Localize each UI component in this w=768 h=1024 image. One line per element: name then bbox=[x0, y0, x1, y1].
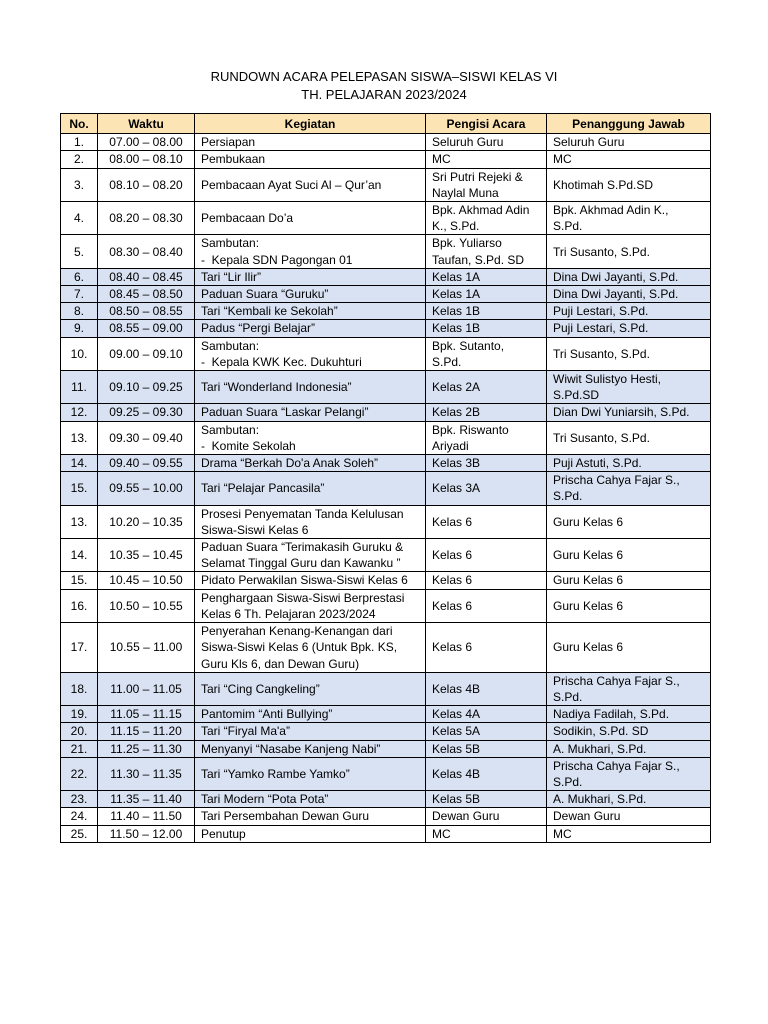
table-row bbox=[61, 151, 711, 168]
cell-waktu: 11.15 – 11.20 bbox=[98, 723, 195, 740]
table-row bbox=[61, 337, 711, 370]
cell-no: 12. bbox=[61, 404, 98, 421]
table-row bbox=[61, 740, 711, 757]
cell-line: Bpk. Akhmad Adin bbox=[432, 203, 530, 218]
cell-pengisi-acara bbox=[426, 202, 547, 235]
cell-no: 13. bbox=[61, 421, 98, 454]
cell-line: Selamat Tinggal Guru dan Kawanku ” bbox=[201, 556, 401, 571]
cell-line: Prischa Cahya Fajar S., bbox=[553, 673, 680, 688]
cell-kegiatan bbox=[195, 539, 426, 572]
cell-line: Dewan Guru bbox=[553, 809, 621, 824]
cell-no: 10. bbox=[61, 337, 98, 370]
cell-penanggung-jawab bbox=[547, 757, 711, 790]
cell-penanggung-jawab bbox=[547, 723, 711, 740]
cell-pengisi-acara bbox=[426, 623, 547, 673]
cell-line: S.Pd. bbox=[553, 689, 583, 704]
cell-penanggung-jawab bbox=[547, 589, 711, 622]
cell-no: 24. bbox=[61, 808, 98, 825]
cell-waktu: 08.00 – 08.10 bbox=[98, 151, 195, 168]
cell-penanggung-jawab bbox=[547, 134, 711, 151]
cell-no: 4. bbox=[61, 202, 98, 235]
table-row bbox=[61, 589, 711, 622]
cell-no: 22. bbox=[61, 757, 98, 790]
cell-line: Kelas 6 bbox=[432, 548, 473, 563]
table-header-row bbox=[61, 114, 711, 134]
cell-no: 6. bbox=[61, 268, 98, 285]
cell-waktu: 11.40 – 11.50 bbox=[98, 808, 195, 825]
cell-line: Puji Lestari, S.Pd. bbox=[553, 321, 649, 336]
title-line-2: TH. PELAJARAN 2023/2024 bbox=[301, 87, 467, 102]
cell-waktu: 11.50 – 12.00 bbox=[98, 825, 195, 842]
cell-waktu: 11.00 – 11.05 bbox=[98, 672, 195, 705]
title-line-1: RUNDOWN ACARA PELEPASAN SISWA–SISWI KELAS VI bbox=[210, 69, 558, 84]
cell-penanggung-jawab bbox=[547, 235, 711, 268]
cell-kegiatan bbox=[195, 168, 426, 201]
cell-line: A. Mukhari, S.Pd. bbox=[553, 741, 647, 756]
cell-no: 17. bbox=[61, 623, 98, 673]
cell-kegiatan bbox=[195, 623, 426, 673]
cell-waktu: 10.55 – 11.00 bbox=[98, 623, 195, 673]
cell-waktu: 10.45 – 10.50 bbox=[98, 572, 195, 589]
cell-line: Guru Kelas 6 bbox=[553, 548, 624, 563]
table-row bbox=[61, 757, 711, 790]
table-row bbox=[61, 235, 711, 268]
cell-kegiatan bbox=[195, 421, 426, 454]
cell-line: Seluruh Guru bbox=[553, 135, 625, 150]
cell-penanggung-jawab bbox=[547, 672, 711, 705]
cell-line: MC bbox=[553, 152, 572, 167]
table-row bbox=[61, 134, 711, 151]
cell-line: Seluruh Guru bbox=[432, 135, 504, 150]
cell-no: 18. bbox=[61, 672, 98, 705]
cell-no: 3. bbox=[61, 168, 98, 201]
cell-penanggung-jawab bbox=[547, 808, 711, 825]
cell-line: Tari “Pelajar Pancasila” bbox=[201, 481, 325, 496]
cell-pengisi-acara bbox=[426, 151, 547, 168]
cell-line: Guru Kls 6, dan Dewan Guru) bbox=[201, 656, 360, 671]
cell-penanggung-jawab bbox=[547, 455, 711, 472]
cell-line: Ariyadi bbox=[432, 438, 469, 453]
cell-pengisi-acara bbox=[426, 404, 547, 421]
cell-waktu: 09.25 – 09.30 bbox=[98, 404, 195, 421]
cell-no: 14. bbox=[61, 455, 98, 472]
column-header-penanggung-jawab: Penanggung Jawab bbox=[547, 114, 711, 134]
cell-line: Prosesi Penyematan Tanda Kelulusan bbox=[201, 506, 404, 521]
cell-line: Taufan, S.Pd. SD bbox=[432, 252, 525, 267]
cell-kegiatan bbox=[195, 404, 426, 421]
cell-no: 13. bbox=[61, 505, 98, 538]
table-row bbox=[61, 404, 711, 421]
cell-kegiatan bbox=[195, 472, 426, 505]
cell-kegiatan bbox=[195, 723, 426, 740]
column-header-waktu: Waktu bbox=[98, 114, 195, 134]
cell-line: Paduan Suara “Laskar Pelangi” bbox=[201, 405, 369, 420]
cell-line: Sambutan: bbox=[201, 338, 260, 353]
cell-kegiatan bbox=[195, 134, 426, 151]
cell-waktu: 11.05 – 11.15 bbox=[98, 706, 195, 723]
cell-pengisi-acara bbox=[426, 455, 547, 472]
cell-penanggung-jawab bbox=[547, 623, 711, 673]
cell-pengisi-acara bbox=[426, 757, 547, 790]
cell-line: Nadiya Fadilah, S.Pd. bbox=[553, 707, 670, 722]
cell-waktu: 08.55 – 09.00 bbox=[98, 320, 195, 337]
cell-line: Kelas 1A bbox=[432, 287, 481, 302]
cell-no: 16. bbox=[61, 589, 98, 622]
cell-line: Pantomim “Anti Bullying” bbox=[201, 707, 333, 722]
table-row bbox=[61, 825, 711, 842]
cell-kegiatan bbox=[195, 286, 426, 303]
cell-line: Padus “Pergi Belajar” bbox=[201, 321, 316, 336]
cell-line: Prischa Cahya Fajar S., bbox=[553, 473, 680, 488]
cell-waktu: 08.30 – 08.40 bbox=[98, 235, 195, 268]
cell-line: Dian Dwi Yuniarsih, S.Pd. bbox=[553, 405, 690, 420]
cell-line: S.Pd. bbox=[553, 774, 583, 789]
table-row bbox=[61, 791, 711, 808]
cell-kegiatan bbox=[195, 808, 426, 825]
cell-waktu: 08.10 – 08.20 bbox=[98, 168, 195, 201]
cell-line: K., S.Pd. bbox=[432, 219, 480, 234]
cell-pengisi-acara bbox=[426, 589, 547, 622]
cell-line: Puji Astuti, S.Pd. bbox=[553, 456, 642, 471]
cell-line: Kelas 6 bbox=[432, 514, 473, 529]
cell-line: Pembukaan bbox=[201, 152, 266, 167]
cell-pengisi-acara bbox=[426, 706, 547, 723]
cell-line: Guru Kelas 6 bbox=[553, 573, 624, 588]
cell-kegiatan bbox=[195, 202, 426, 235]
table-row bbox=[61, 706, 711, 723]
table-row bbox=[61, 455, 711, 472]
table-row bbox=[61, 268, 711, 285]
cell-line: Siswa-Siswi Kelas 6 bbox=[201, 522, 309, 537]
cell-no: 25. bbox=[61, 825, 98, 842]
cell-kegiatan bbox=[195, 151, 426, 168]
cell-no: 8. bbox=[61, 303, 98, 320]
cell-line: Pidato Perwakilan Siswa-Siswi Kelas 6 bbox=[201, 573, 408, 588]
cell-line: Siswa-Siswi Kelas 6 (Untuk Bpk. KS, bbox=[201, 640, 398, 655]
table-row bbox=[61, 623, 711, 673]
cell-pengisi-acara bbox=[426, 337, 547, 370]
cell-line: Kelas 2B bbox=[432, 405, 481, 420]
cell-waktu: 08.45 – 08.50 bbox=[98, 286, 195, 303]
cell-pengisi-acara bbox=[426, 672, 547, 705]
column-header-pengisi-acara: Pengisi Acara bbox=[426, 114, 547, 134]
cell-kegiatan bbox=[195, 589, 426, 622]
table-row bbox=[61, 320, 711, 337]
cell-line: Bpk. Akhmad Adin K., bbox=[553, 203, 669, 218]
cell-kegiatan bbox=[195, 320, 426, 337]
cell-line: Puji Lestari, S.Pd. bbox=[553, 304, 649, 319]
cell-penanggung-jawab bbox=[547, 151, 711, 168]
cell-waktu: 08.50 – 08.55 bbox=[98, 303, 195, 320]
cell-no: 9. bbox=[61, 320, 98, 337]
cell-waktu: 11.35 – 11.40 bbox=[98, 791, 195, 808]
cell-line: Kelas 5A bbox=[432, 724, 481, 739]
cell-line: Kelas 1A bbox=[432, 269, 481, 284]
cell-no: 1. bbox=[61, 134, 98, 151]
cell-no: 7. bbox=[61, 286, 98, 303]
cell-line: Kelas 5B bbox=[432, 741, 481, 756]
cell-line: Dewan Guru bbox=[432, 809, 500, 824]
cell-pengisi-acara bbox=[426, 723, 547, 740]
cell-penanggung-jawab bbox=[547, 371, 711, 404]
cell-kegiatan bbox=[195, 825, 426, 842]
cell-line: - Komite Sekolah bbox=[201, 438, 296, 453]
cell-kegiatan bbox=[195, 303, 426, 320]
cell-penanggung-jawab bbox=[547, 825, 711, 842]
cell-waktu: 09.40 – 09.55 bbox=[98, 455, 195, 472]
cell-waktu: 11.30 – 11.35 bbox=[98, 757, 195, 790]
cell-pengisi-acara bbox=[426, 134, 547, 151]
cell-waktu: 07.00 – 08.00 bbox=[98, 134, 195, 151]
cell-kegiatan bbox=[195, 740, 426, 757]
cell-pengisi-acara bbox=[426, 303, 547, 320]
cell-waktu: 09.10 – 09.25 bbox=[98, 371, 195, 404]
cell-pengisi-acara bbox=[426, 572, 547, 589]
cell-penanggung-jawab bbox=[547, 791, 711, 808]
cell-kegiatan bbox=[195, 672, 426, 705]
cell-line: Tri Susanto, S.Pd. bbox=[553, 430, 650, 445]
cell-line: Tari “Lir Ilir” bbox=[201, 269, 261, 284]
cell-kegiatan bbox=[195, 455, 426, 472]
cell-line: Paduan Suara “Terimakasih Guruku & bbox=[201, 540, 404, 555]
cell-penanggung-jawab bbox=[547, 404, 711, 421]
cell-waktu: 08.20 – 08.30 bbox=[98, 202, 195, 235]
cell-no: 19. bbox=[61, 706, 98, 723]
cell-line: Penutup bbox=[201, 826, 246, 841]
cell-kegiatan bbox=[195, 572, 426, 589]
cell-pengisi-acara bbox=[426, 808, 547, 825]
cell-kegiatan bbox=[195, 791, 426, 808]
cell-line: Kelas 1B bbox=[432, 304, 481, 319]
cell-line: Sambutan: bbox=[201, 422, 260, 437]
cell-line: Drama “Berkah Do'a Anak Soleh” bbox=[201, 456, 379, 471]
cell-penanggung-jawab bbox=[547, 303, 711, 320]
cell-line: S.Pd. bbox=[553, 219, 583, 234]
cell-pengisi-acara bbox=[426, 421, 547, 454]
cell-line: Guru Kelas 6 bbox=[553, 514, 624, 529]
cell-penanggung-jawab bbox=[547, 472, 711, 505]
cell-pengisi-acara bbox=[426, 740, 547, 757]
cell-line: Persiapan bbox=[201, 135, 256, 150]
cell-kegiatan bbox=[195, 706, 426, 723]
cell-line: Kelas 3A bbox=[432, 481, 481, 496]
cell-pengisi-acara bbox=[426, 268, 547, 285]
cell-kegiatan bbox=[195, 371, 426, 404]
cell-penanggung-jawab bbox=[547, 268, 711, 285]
table-row bbox=[61, 202, 711, 235]
cell-no: 15. bbox=[61, 572, 98, 589]
cell-line: - Kepala KWK Kec. Dukuhturi bbox=[201, 354, 362, 369]
table-row bbox=[61, 572, 711, 589]
cell-waktu: 11.25 – 11.30 bbox=[98, 740, 195, 757]
cell-penanggung-jawab bbox=[547, 572, 711, 589]
cell-no: 21. bbox=[61, 740, 98, 757]
cell-line: Kelas 3B bbox=[432, 456, 481, 471]
cell-pengisi-acara bbox=[426, 286, 547, 303]
cell-line: - Kepala SDN Pagongan 01 bbox=[201, 252, 353, 267]
cell-line: Kelas 4B bbox=[432, 681, 481, 696]
cell-line: Bpk. Yuliarso bbox=[432, 236, 502, 251]
table-body bbox=[61, 134, 711, 843]
cell-line: Tari Modern “Pota Pota” bbox=[201, 792, 329, 807]
cell-line: Dina Dwi Jayanti, S.Pd. bbox=[553, 269, 679, 284]
table-row bbox=[61, 539, 711, 572]
cell-line: Sri Putri Rejeki & bbox=[432, 169, 523, 184]
cell-penanggung-jawab bbox=[547, 337, 711, 370]
cell-line: Kelas 5B bbox=[432, 792, 481, 807]
cell-line: Kelas 6 bbox=[432, 598, 473, 613]
cell-waktu: 09.00 – 09.10 bbox=[98, 337, 195, 370]
cell-line: Wiwit Sulistyo Hesti, bbox=[553, 372, 662, 387]
cell-kegiatan bbox=[195, 337, 426, 370]
cell-waktu: 10.50 – 10.55 bbox=[98, 589, 195, 622]
cell-no: 5. bbox=[61, 235, 98, 268]
cell-pengisi-acara bbox=[426, 791, 547, 808]
table-row bbox=[61, 723, 711, 740]
rundown-table bbox=[60, 113, 711, 843]
cell-line: Bpk. Riswanto bbox=[432, 422, 509, 437]
cell-penanggung-jawab bbox=[547, 740, 711, 757]
table-row bbox=[61, 286, 711, 303]
cell-no: 15. bbox=[61, 472, 98, 505]
cell-penanggung-jawab bbox=[547, 706, 711, 723]
cell-line: Penghargaan Siswa-Siswi Berprestasi bbox=[201, 590, 405, 605]
cell-line: S.Pd. bbox=[432, 354, 462, 369]
cell-line: Paduan Suara “Guruku” bbox=[201, 287, 329, 302]
table-row bbox=[61, 421, 711, 454]
cell-line: S.Pd. bbox=[553, 489, 583, 504]
cell-line: MC bbox=[553, 826, 572, 841]
column-header-no: No. bbox=[61, 114, 98, 134]
cell-line: Kelas 4B bbox=[432, 766, 481, 781]
cell-waktu: 09.30 – 09.40 bbox=[98, 421, 195, 454]
table-row bbox=[61, 168, 711, 201]
cell-line: Dina Dwi Jayanti, S.Pd. bbox=[553, 287, 679, 302]
cell-line: Tri Susanto, S.Pd. bbox=[553, 244, 650, 259]
cell-line: MC bbox=[432, 152, 451, 167]
table-row bbox=[61, 303, 711, 320]
document-title bbox=[0, 68, 768, 104]
cell-kegiatan bbox=[195, 268, 426, 285]
cell-penanggung-jawab bbox=[547, 202, 711, 235]
cell-line: Kelas 6 bbox=[432, 640, 473, 655]
cell-pengisi-acara bbox=[426, 320, 547, 337]
cell-pengisi-acara bbox=[426, 235, 547, 268]
cell-waktu: 09.55 – 10.00 bbox=[98, 472, 195, 505]
cell-line: Tari “Yamko Rambe Yamko” bbox=[201, 766, 350, 781]
cell-line: Tari “Wonderland Indonesia” bbox=[201, 380, 352, 395]
cell-penanggung-jawab bbox=[547, 168, 711, 201]
cell-penanggung-jawab bbox=[547, 320, 711, 337]
cell-line: A. Mukhari, S.Pd. bbox=[553, 792, 647, 807]
cell-pengisi-acara bbox=[426, 505, 547, 538]
cell-pengisi-acara bbox=[426, 371, 547, 404]
cell-line: Tari Persembahan Dewan Guru bbox=[201, 809, 370, 824]
table-row bbox=[61, 472, 711, 505]
cell-penanggung-jawab bbox=[547, 286, 711, 303]
table-row bbox=[61, 371, 711, 404]
cell-no: 14. bbox=[61, 539, 98, 572]
cell-waktu: 10.35 – 10.45 bbox=[98, 539, 195, 572]
cell-waktu: 10.20 – 10.35 bbox=[98, 505, 195, 538]
cell-waktu: 08.40 – 08.45 bbox=[98, 268, 195, 285]
cell-no: 23. bbox=[61, 791, 98, 808]
cell-line: Kelas 6 bbox=[432, 573, 473, 588]
cell-line: Tari “Firyal Ma'a” bbox=[201, 724, 290, 739]
cell-line: Tri Susanto, S.Pd. bbox=[553, 346, 650, 361]
table-row bbox=[61, 808, 711, 825]
cell-line: Guru Kelas 6 bbox=[553, 640, 624, 655]
cell-pengisi-acara bbox=[426, 825, 547, 842]
cell-kegiatan bbox=[195, 505, 426, 538]
cell-no: 2. bbox=[61, 151, 98, 168]
cell-line: Prischa Cahya Fajar S., bbox=[553, 758, 680, 773]
cell-kegiatan bbox=[195, 235, 426, 268]
cell-no: 20. bbox=[61, 723, 98, 740]
cell-line: Tari “Kembali ke Sekolah” bbox=[201, 304, 338, 319]
cell-pengisi-acara bbox=[426, 539, 547, 572]
cell-line: Naylal Muna bbox=[432, 185, 499, 200]
cell-no: 11. bbox=[61, 371, 98, 404]
cell-line: Kelas 1B bbox=[432, 321, 481, 336]
cell-line: Tari “Cing Cangkeling” bbox=[201, 681, 320, 696]
cell-line: Kelas 2A bbox=[432, 380, 481, 395]
table-row bbox=[61, 672, 711, 705]
cell-line: Guru Kelas 6 bbox=[553, 598, 624, 613]
cell-line: Khotimah S.Pd.SD bbox=[553, 177, 654, 192]
cell-line: Menyanyi “Nasabe Kanjeng Nabi” bbox=[201, 741, 381, 756]
cell-pengisi-acara bbox=[426, 472, 547, 505]
cell-line: Pembacaan Do’a bbox=[201, 211, 294, 226]
cell-line: S.Pd.SD bbox=[553, 388, 600, 403]
cell-line: Sodikin, S.Pd. SD bbox=[553, 724, 649, 739]
column-header-kegiatan: Kegiatan bbox=[195, 114, 426, 134]
table-row bbox=[61, 505, 711, 538]
cell-line: Sambutan: bbox=[201, 236, 260, 251]
cell-line: Pembacaan Ayat Suci Al – Qur’an bbox=[201, 177, 382, 192]
cell-line: Kelas 4A bbox=[432, 707, 481, 722]
cell-line: Bpk. Sutanto, bbox=[432, 338, 505, 353]
cell-line: Kelas 6 Th. Pelajaran 2023/2024 bbox=[201, 606, 376, 621]
cell-line: MC bbox=[432, 826, 451, 841]
cell-penanggung-jawab bbox=[547, 421, 711, 454]
cell-penanggung-jawab bbox=[547, 539, 711, 572]
cell-penanggung-jawab bbox=[547, 505, 711, 538]
cell-kegiatan bbox=[195, 757, 426, 790]
cell-pengisi-acara bbox=[426, 168, 547, 201]
cell-line: Penyerahan Kenang-Kenangan dari bbox=[201, 624, 393, 639]
